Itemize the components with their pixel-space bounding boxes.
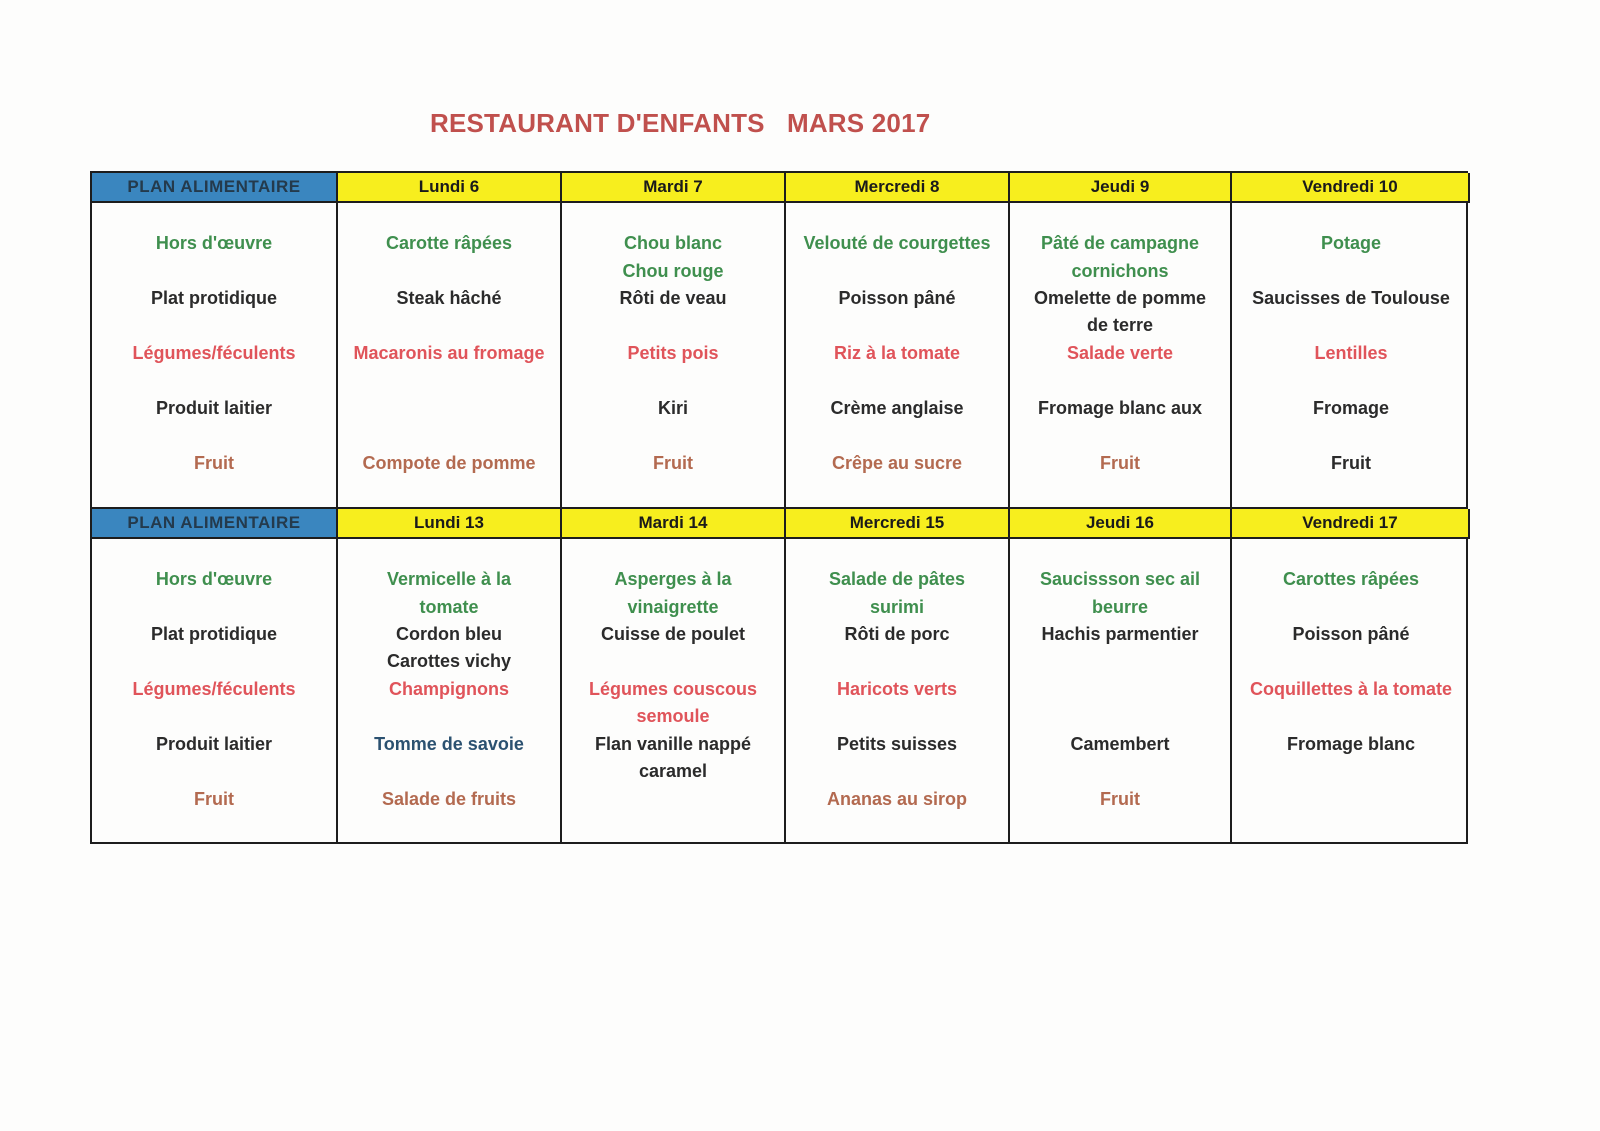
menu-item: Salade de pâtes	[828, 569, 966, 589]
menu-item: Fromage blanc aux	[1037, 398, 1203, 418]
menu-item: Steak hâché	[396, 288, 502, 308]
plan-item: Légumes/féculents	[132, 343, 296, 363]
menu-item: Camembert	[1070, 734, 1170, 754]
menu-item: de terre	[1086, 315, 1154, 335]
day-header: Mardi 14	[562, 509, 786, 539]
menu-item: Fruit	[653, 453, 693, 473]
page-title: RESTAURANT D'ENFANTS MARS 2017	[430, 108, 931, 138]
menu-item: semoule	[636, 706, 710, 726]
menu-item: Macaronis au fromage	[353, 343, 545, 363]
menu-item: Poisson pâné	[1292, 624, 1410, 644]
menu-item: Haricots verts	[836, 679, 958, 699]
menu-cell	[1232, 203, 1470, 507]
menu-item: Carotte râpées	[385, 233, 513, 253]
plan-item: Fruit	[194, 453, 234, 473]
menu-item: Fruit	[1100, 789, 1140, 809]
menu-item: Champignons	[389, 679, 509, 699]
day-header: Lundi 6	[338, 173, 562, 203]
menu-item: beurre	[1091, 597, 1149, 617]
menu-table-week-1	[90, 171, 1468, 509]
menu-item: Fruit	[1331, 453, 1371, 473]
menu-item: Tomme de savoie	[374, 734, 524, 754]
menu-item: Velouté de courgettes	[803, 233, 991, 253]
menu-cell	[1232, 539, 1470, 842]
menu-cell	[338, 203, 562, 507]
menu-item: Hachis parmentier	[1041, 624, 1199, 644]
plan-item: Hors d'œuvre	[155, 233, 273, 253]
plan-item: Légumes/féculents	[132, 679, 296, 699]
menu-item: Rôti de porc	[844, 624, 950, 644]
menu-cell	[1010, 203, 1232, 507]
menu-item: Crêpe au sucre	[831, 453, 963, 473]
day-header: Vendredi 17	[1232, 509, 1470, 539]
menu-item: cornichons	[1071, 261, 1169, 281]
menu-item: Coquillettes à la tomate	[1249, 679, 1453, 699]
plan-item: Plat protidique	[151, 288, 277, 308]
menu-cell	[338, 539, 562, 842]
menu-item: Fruit	[1100, 453, 1140, 473]
menu-item: vinaigrette	[627, 597, 719, 617]
menu-cell	[562, 203, 786, 507]
menu-cell	[1010, 539, 1232, 842]
menu-item: Légumes couscous	[588, 679, 758, 699]
menu-item: Vermicelle à la	[386, 569, 512, 589]
menu-item: Compote de pomme	[362, 453, 536, 473]
menu-item: Poisson pâné	[838, 288, 956, 308]
menu-item: Cordon bleu	[396, 624, 502, 644]
menu-item: tomate	[419, 597, 479, 617]
plan-item: Produit laitier	[155, 398, 272, 418]
menu-item: Pâté de campagne	[1040, 233, 1200, 253]
menu-item: Salade de fruits	[381, 789, 517, 809]
menu-cell	[786, 539, 1010, 842]
menu-item: Carottes râpées	[1282, 569, 1420, 589]
day-header: Mercredi 8	[786, 173, 1010, 203]
menu-item: Asperges à la	[614, 569, 732, 589]
menu-cell	[786, 203, 1010, 507]
plan-column	[92, 539, 338, 842]
menu-item: caramel	[638, 761, 708, 781]
menu-item: Omelette de pomme	[1033, 288, 1207, 308]
menu-item: Salade verte	[1066, 343, 1174, 363]
plan-item: Plat protidique	[151, 624, 277, 644]
menu-item: Saucissson sec ail	[1039, 569, 1201, 589]
menu-item: Rôti de veau	[619, 288, 727, 308]
day-header: Lundi 13	[338, 509, 562, 539]
menu-item: Flan vanille nappé	[594, 734, 752, 754]
plan-item: Fruit	[194, 789, 234, 809]
menu-item: Kiri	[657, 398, 688, 418]
day-header: Mardi 7	[562, 173, 786, 203]
plan-header: PLAN ALIMENTAIRE	[92, 173, 338, 203]
plan-column	[92, 203, 338, 507]
plan-item: Produit laitier	[155, 734, 272, 754]
menu-item: Fromage	[1312, 398, 1390, 418]
day-header: Mercredi 15	[786, 509, 1010, 539]
plan-header: PLAN ALIMENTAIRE	[92, 509, 338, 539]
day-header: Jeudi 9	[1010, 173, 1232, 203]
menu-item: Petits pois	[627, 343, 719, 363]
plan-item: Hors d'œuvre	[155, 569, 273, 589]
menu-item: Riz à la tomate	[833, 343, 961, 363]
menu-cell	[562, 539, 786, 842]
menu-item: Crème anglaise	[830, 398, 964, 418]
menu-item: Fromage blanc	[1286, 734, 1416, 754]
menu-item: Ananas au sirop	[826, 789, 968, 809]
menu-item: Chou blanc	[624, 233, 722, 253]
menu-item: Lentilles	[1314, 343, 1388, 363]
menu-item: surimi	[869, 597, 925, 617]
menu-item: Chou rouge	[622, 261, 724, 281]
menu-item: Potage	[1320, 233, 1381, 253]
menu-item: Carottes vichy	[386, 651, 512, 671]
day-header: Vendredi 10	[1232, 173, 1470, 203]
menu-item: Cuisse de poulet	[600, 624, 746, 644]
menu-table-week-2	[90, 507, 1468, 844]
menu-item: Saucisses de Toulouse	[1252, 288, 1450, 308]
day-header: Jeudi 16	[1010, 509, 1232, 539]
menu-item: Petits suisses	[836, 734, 958, 754]
